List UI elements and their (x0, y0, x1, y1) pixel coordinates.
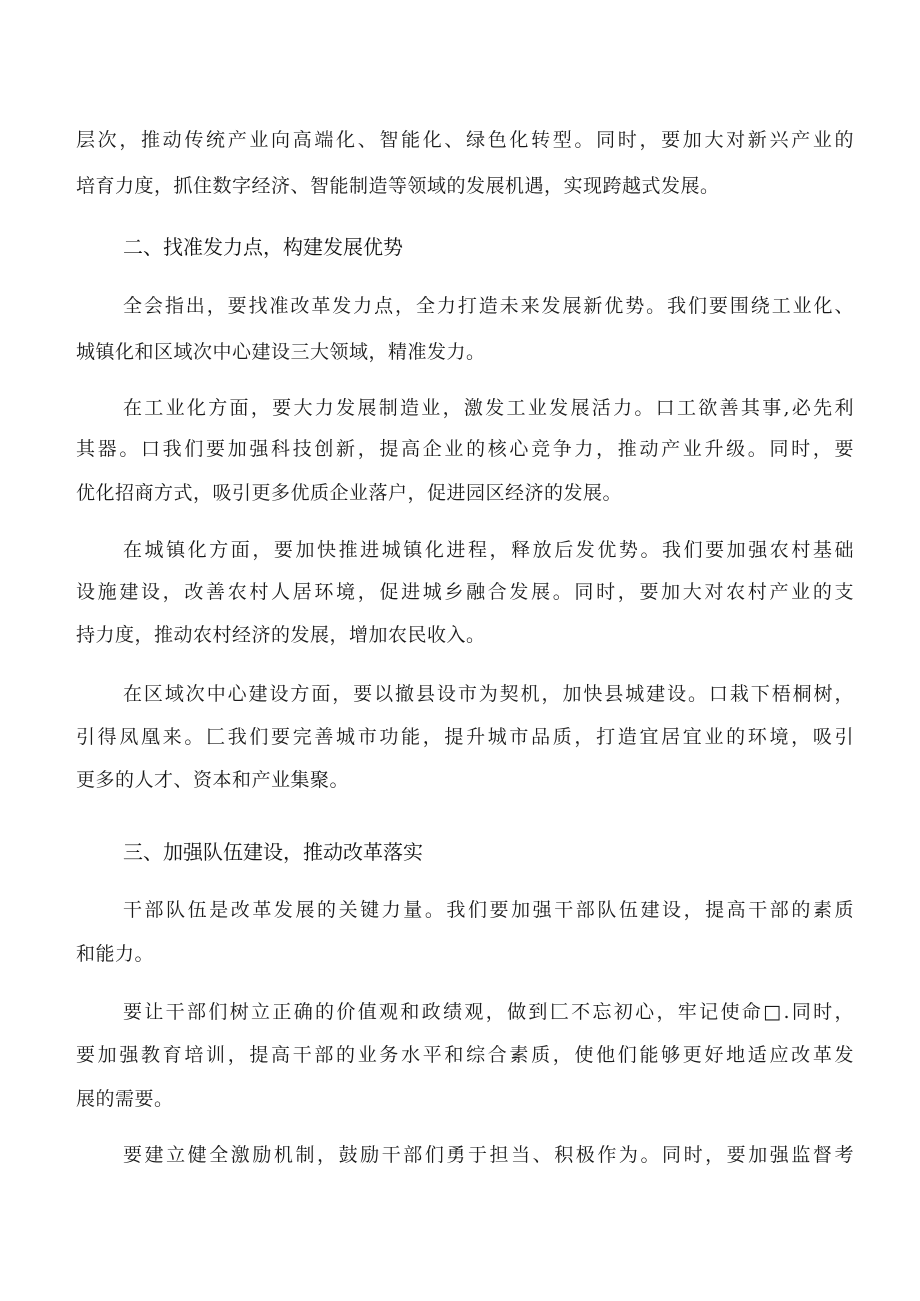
section-2-p3-line-2: 设施建设，改善农村人居环境，促进城乡融合发展。同时，要加大对农村产业的支 (76, 581, 854, 603)
section-3-p2-line-1: 要让干部们树立正确的价值观和政绩观，做到匚不忘初心，牢记使命□.同时， (123, 1001, 854, 1023)
section-2-p4-line-2: 引得凤凰来。匚我们要完善城市功能，提升城市品质，打造宜居宜业的环境，吸引 (76, 726, 854, 748)
intro-line-2: 培育力度，抓住数字经济、智能制造等领域的发展机遇，实现跨越式发展。 (76, 175, 720, 197)
section-2-heading: 二、找准发力点，构建发展优势 (123, 235, 403, 259)
section-3-p1-line-2: 和能力。 (76, 943, 155, 965)
section-2-p3-line-1: 在城镇化方面，要加快推进城镇化进程，释放后发优势。我们要加强农村基础 (123, 539, 854, 561)
section-3-p1-line-1: 干部队伍是改革发展的关键力量。我们要加强干部队伍建设，提高干部的素质 (123, 899, 854, 921)
section-3-p3-line-1: 要建立健全激励机制，鼓励干部们勇于担当、积极作为。同时，要加强监督考 (123, 1144, 854, 1166)
section-2-p2-line-1: 在工业化方面，要大力发展制造业，激发工业发展活力。口工欲善其事,必先利 (123, 397, 854, 419)
section-3-p2-line-2: 要加强教育培训，提高干部的业务水平和综合素质，使他们能够更好地适应改革发 (76, 1044, 854, 1066)
section-2-p2-line-2: 其器。口我们要加强科技创新，提高企业的核心竞争力，推动产业升级。同时，要 (76, 438, 854, 460)
section-2-p3-line-3: 持力度，推动农村经济的发展，增加农民收入。 (76, 624, 486, 646)
intro-line-1: 层次，推动传统产业向高端化、智能化、绿色化转型。同时，要加大对新兴产业的 (76, 129, 854, 151)
section-3-heading: 三、加强队伍建设，推动改革落实 (123, 840, 423, 864)
section-3-p2-line-3: 展的需要。 (76, 1088, 174, 1110)
section-2-p2-line-3: 优化招商方式，吸引更多优质企业落户，促进园区经济的发展。 (76, 482, 623, 504)
section-2-p4-line-3: 更多的人才、资本和产业集聚。 (76, 769, 350, 791)
section-2-p1-line-1: 全会指出，要找准改革发力点，全力打造未来发展新优势。我们要围绕工业化、 (123, 295, 854, 317)
section-2-p4-line-1: 在区域次中心建设方面，要以撤县设市为契机，加快县城建设。口栽下梧桐树， (123, 683, 854, 705)
section-2-p1-line-2: 城镇化和区域次中心建设三大领域，精准发力。 (76, 341, 486, 363)
